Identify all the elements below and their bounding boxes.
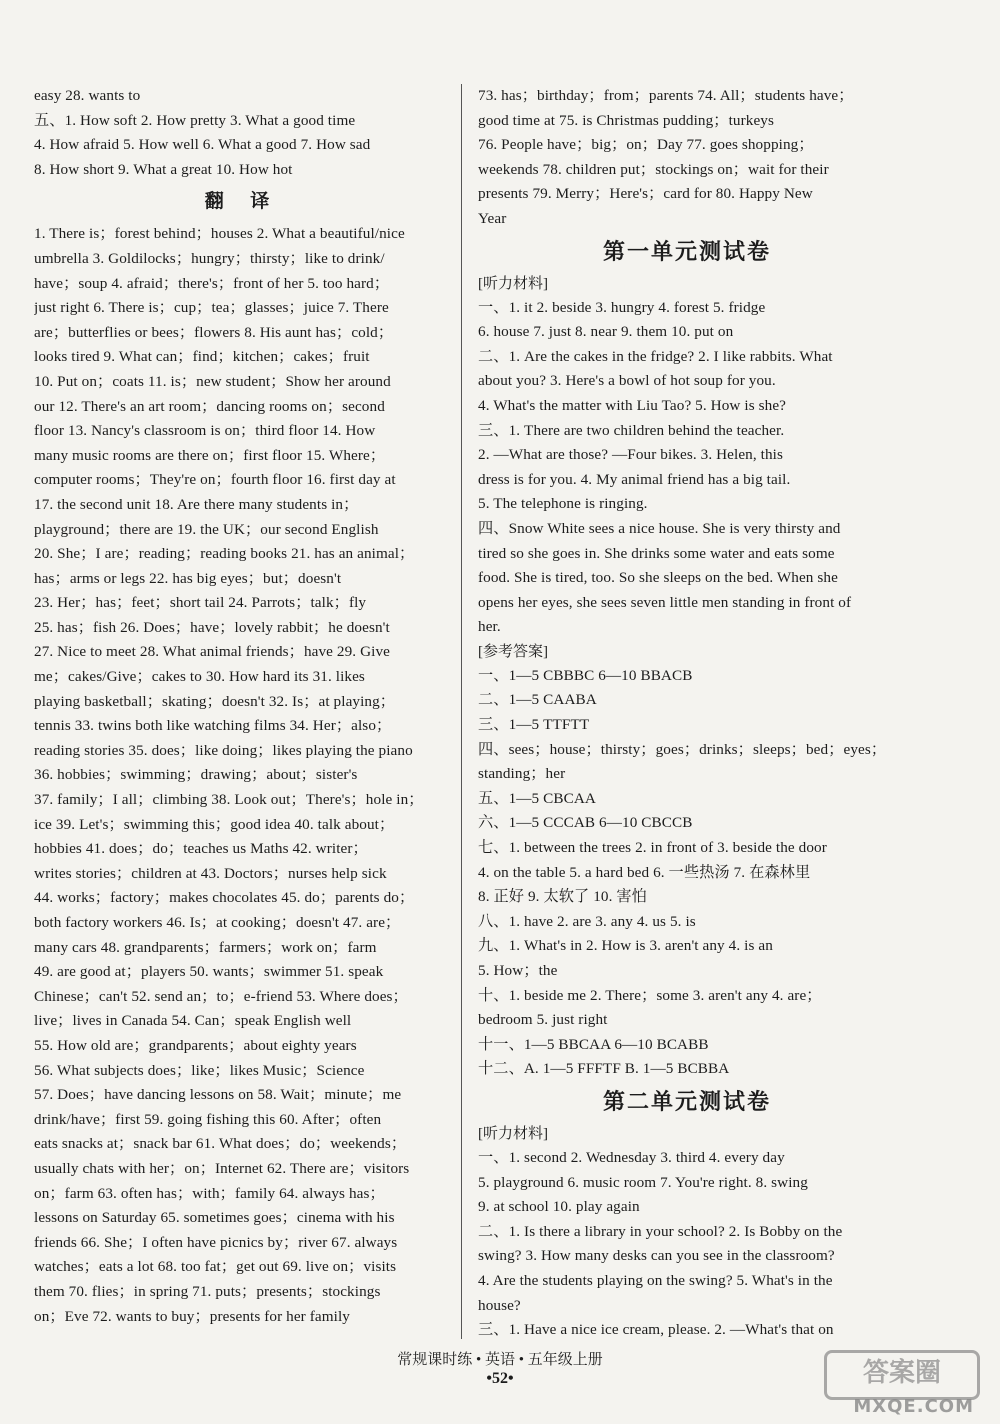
text-line: 36. hobbies；swimming；drawing；about；sister's (34, 766, 358, 784)
text-line: 一、1. it 2. beside 3. hungry 4. forest 5. fridge (478, 298, 766, 316)
unit1-listening-material (478, 296, 896, 640)
text-line: 四、Snow White sees a nice house. She is very thirsty and (478, 519, 841, 537)
text-line: 五、1—5 CBCAA (478, 789, 596, 807)
text-line: 20. She；I are；reading；reading books 21. has an animal； (34, 545, 415, 563)
text-line: weekends 78. children put；stockings on；wait for their (478, 160, 829, 178)
text-line: just right 6. There is；cup；tea；glasses；juice 7. There (34, 299, 389, 317)
text-line: umbrella 3. Goldilocks；hungry；thirsty；like to drink/ (34, 249, 385, 267)
column-divider (461, 84, 462, 1339)
text-line: 10. Put on；coats 11. is；new student；Show her around (34, 372, 391, 390)
text-line: 十一、1—5 BBCAA 6—10 BCABB (478, 1035, 709, 1053)
text-line: 17. the second unit 18. Are there many students in； (34, 495, 359, 513)
text-line: computer rooms；They're on；fourth floor 16. first day at (34, 471, 396, 489)
text-line: on；Eve 72. wants to buy；presents for her family (34, 1307, 350, 1325)
text-line: 七、1. between the trees 2. in front of 3. beside the door (478, 839, 827, 857)
right-column (478, 84, 896, 1343)
text-line: 55. How old are；grandparents；about eighty years (34, 1036, 357, 1054)
text-line: 五、1. How soft 2. How pretty 3. What a good time (34, 111, 356, 129)
text-line: 三、1. There are two children behind the teacher. (478, 421, 785, 439)
text-line: good time at 75. is Christmas pudding；turkeys (478, 111, 774, 129)
text-line: our 12. There's an art room；dancing rooms on；second (34, 397, 385, 415)
text-line: writes stories；children at 43. Doctors；nurses help sick (34, 864, 387, 882)
text-line: 四、sees；house；thirsty；goes；drinks；sleeps；bed；eyes； (478, 740, 887, 758)
page-number: •52• (486, 1370, 514, 1387)
text-line: 25. has；fish 26. Does；have；lovely rabbit；he doesn't (34, 618, 390, 636)
left-column (34, 84, 450, 1329)
text-line: reading stories 35. does；like doing；likes playing the piano (34, 741, 413, 759)
text-line: Year (478, 209, 507, 227)
text-line: food. She is tired, too. So she sleeps on the bed. When she (478, 569, 838, 587)
text-line: house? (478, 1296, 521, 1314)
text-line: floor 13. Nancy's classroom is on；third floor 14. How (34, 422, 376, 440)
unit1-test-heading: 第一单元测试卷 (602, 239, 771, 265)
text-line: 9. at school 10. play again (478, 1198, 640, 1216)
text-line: many music rooms are there on；first floor 15. Where； (34, 446, 386, 464)
text-line: 九、1. What's in 2. How is 3. aren't any 4. is an (478, 937, 773, 955)
text-line: swing? 3. How many desks can you see in the classroom? (478, 1247, 835, 1265)
text-line: 三、1—5 TTFTT (478, 716, 590, 734)
text-line: easy 28. wants to (34, 87, 141, 104)
text-line: 27. Nice to meet 28. What animal friends；have 29. Give (34, 643, 391, 661)
text-line: 8. 正好 9. 太软了 10. 害怕 (478, 888, 647, 906)
text-line: 44. works；factory；makes chocolates 45. do；parents do； (34, 889, 415, 907)
unit2-listening-material (478, 1146, 896, 1343)
right-top-block (478, 84, 896, 232)
text-line: eats snacks at；snack bar 61. What does；do；weekends； (34, 1135, 407, 1153)
text-line: friends 66. She；I often have picnics by；river 67. always (34, 1233, 398, 1251)
text-line: 六、1—5 CCCAB 6—10 CBCCB (478, 814, 693, 832)
text-line: opens her eyes, she sees seven little men standing in front of (478, 593, 852, 611)
text-line: 23. Her；has；feet；short tail 24. Parrots；talk；fly (34, 594, 367, 612)
text-line: 73. has；birthday；from；parents 74. All；students have； (478, 87, 854, 104)
text-line: 56. What subjects does；like；likes Music；Science (34, 1061, 365, 1079)
text-line: 一、1. second 2. Wednesday 3. third 4. every day (478, 1148, 785, 1166)
text-line: 2. —What are those? —Four bikes. 3. Helen, this (478, 446, 784, 464)
text-line: bedroom 5. just right (478, 1011, 608, 1029)
text-line: usually chats with her；on；Internet 62. There are；visitors (34, 1159, 410, 1177)
text-line: 1. There is；forest behind；houses 2. What a beautiful/nice (34, 225, 405, 243)
text-line: Chinese；can't 52. send an；to；e-friend 53. Where does； (34, 987, 408, 1005)
text-line: 4. What's the matter with Liu Tao? 5. How is she? (478, 396, 787, 414)
book-title-footer: 常规课时练 • 英语 • 五年级上册 (397, 1352, 603, 1368)
text-line: about you? 3. Here's a bowl of hot soup for you. (478, 372, 776, 390)
text-line: 二、1—5 CAABA (478, 691, 597, 709)
text-line: her. (478, 618, 501, 636)
text-line: 4. Are the students playing on the swing? 5. What's in the (478, 1271, 833, 1289)
text-line: 6. house 7. just 8. near 9. them 10. put on (478, 323, 734, 341)
unit1-answer-label: [参考答案] (478, 643, 548, 660)
unit1-listening-label: [听力材料] (478, 275, 548, 292)
text-line: 5. playground 6. music room 7. You're right. 8. swing (478, 1173, 808, 1191)
text-line: has；arms or legs 22. has big eyes；but；doesn't (34, 569, 342, 587)
text-line: ice 39. Let's；swimming this；good idea 40. talk about； (34, 815, 395, 833)
watermark (830, 1350, 980, 1416)
left-top-block (34, 84, 450, 182)
translation-answers (34, 222, 450, 1329)
watermark-logo: 答案圈 (824, 1350, 980, 1400)
text-line: lessons on Saturday 65. sometimes goes；cinema with his (34, 1209, 395, 1227)
text-line: playing basketball；skating；doesn't 32. Is；at playing； (34, 692, 396, 710)
text-line: 8. How short 9. What a great 10. How hot (34, 160, 293, 178)
text-line: live；lives in Canada 54. Can；speak English well (34, 1012, 352, 1030)
text-line: many cars 48. grandparents；farmers；work on；farm (34, 938, 377, 956)
text-line: 37. family；I all；climbing 38. Look out；There's；hole in； (34, 791, 424, 809)
text-line: 一、1—5 CBBBC 6—10 BBACB (478, 666, 693, 684)
text-line: both factory workers 46. Is；at cooking；doesn't 47. are； (34, 914, 401, 931)
text-line: 76. People have；big；on；Day 77. goes shopping； (478, 136, 814, 154)
text-line: 5. How；the (478, 962, 558, 979)
text-line: 八、1. have 2. are 3. any 4. us 5. is (478, 912, 696, 930)
text-line: looks tired 9. What can；find；kitchen；cakes；fruit (34, 348, 370, 366)
text-line: playground；there are 19. the UK；our second English (34, 520, 379, 538)
text-line: have；soup 4. afraid；there's；front of her 5. too hard； (34, 274, 390, 292)
unit2-listening-label: [听力材料] (478, 1125, 548, 1142)
text-line: me；cakes/Give；cakes to 30. How hard its 31. likes (34, 668, 365, 686)
text-line: presents 79. Merry；Here's；card for 80. Happy New (478, 185, 813, 203)
text-line: tennis 33. twins both like watching films 34. Her；also； (34, 717, 392, 735)
text-line: 二、1. Are the cakes in the fridge? 2. I like rabbits. What (478, 347, 833, 365)
text-line: 57. Does；have dancing lessons on 58. Wait；minute；me (34, 1086, 402, 1104)
text-line: on；farm 63. often has；with；family 64. always has； (34, 1184, 385, 1202)
text-line: standing；her (478, 765, 566, 783)
text-line: 4. on the table 5. a hard bed 6. 一些热汤 7. 在森林里 (478, 863, 811, 881)
text-line: are；butterflies or bees；flowers 8. His aunt has；cold； (34, 323, 394, 341)
text-line: 三、1. Have a nice ice cream, please. 2. —What's that on (478, 1321, 834, 1339)
text-line: hobbies 41. does；do；teaches us Maths 42. writer； (34, 840, 368, 858)
text-line: 十二、A. 1—5 FFFTF B. 1—5 BCBBA (478, 1060, 730, 1078)
text-line: 5. The telephone is ringing. (478, 495, 648, 513)
text-line: 49. are good at；players 50. wants；swimmer 51. speak (34, 963, 384, 981)
watermark-url: MXQE.COM (853, 1396, 974, 1417)
text-line: 二、1. Is there a library in your school? 2. Is Bobby on the (478, 1222, 843, 1240)
unit1-answer-key (478, 664, 896, 1082)
text-line: watches；eats a lot 68. too fat；get out 69. live on；visits (34, 1258, 397, 1276)
text-line: 十、1. beside me 2. There；some 3. aren't any 4. are； (478, 986, 822, 1004)
text-line: 4. How afraid 5. How well 6. What a good 7. How sad (34, 136, 371, 154)
translation-heading: 翻 译 (204, 190, 280, 213)
text-line: dress is for you. 4. My animal friend has a big tail. (478, 470, 791, 488)
unit2-test-heading: 第二单元测试卷 (602, 1089, 771, 1115)
text-line: drink/have；first 59. going fishing this 60. After；often (34, 1110, 382, 1128)
text-line: tired so she goes in. She drinks some water and eats some (478, 544, 835, 562)
text-line: them 70. flies；in spring 71. puts；presents；stockings (34, 1282, 381, 1300)
